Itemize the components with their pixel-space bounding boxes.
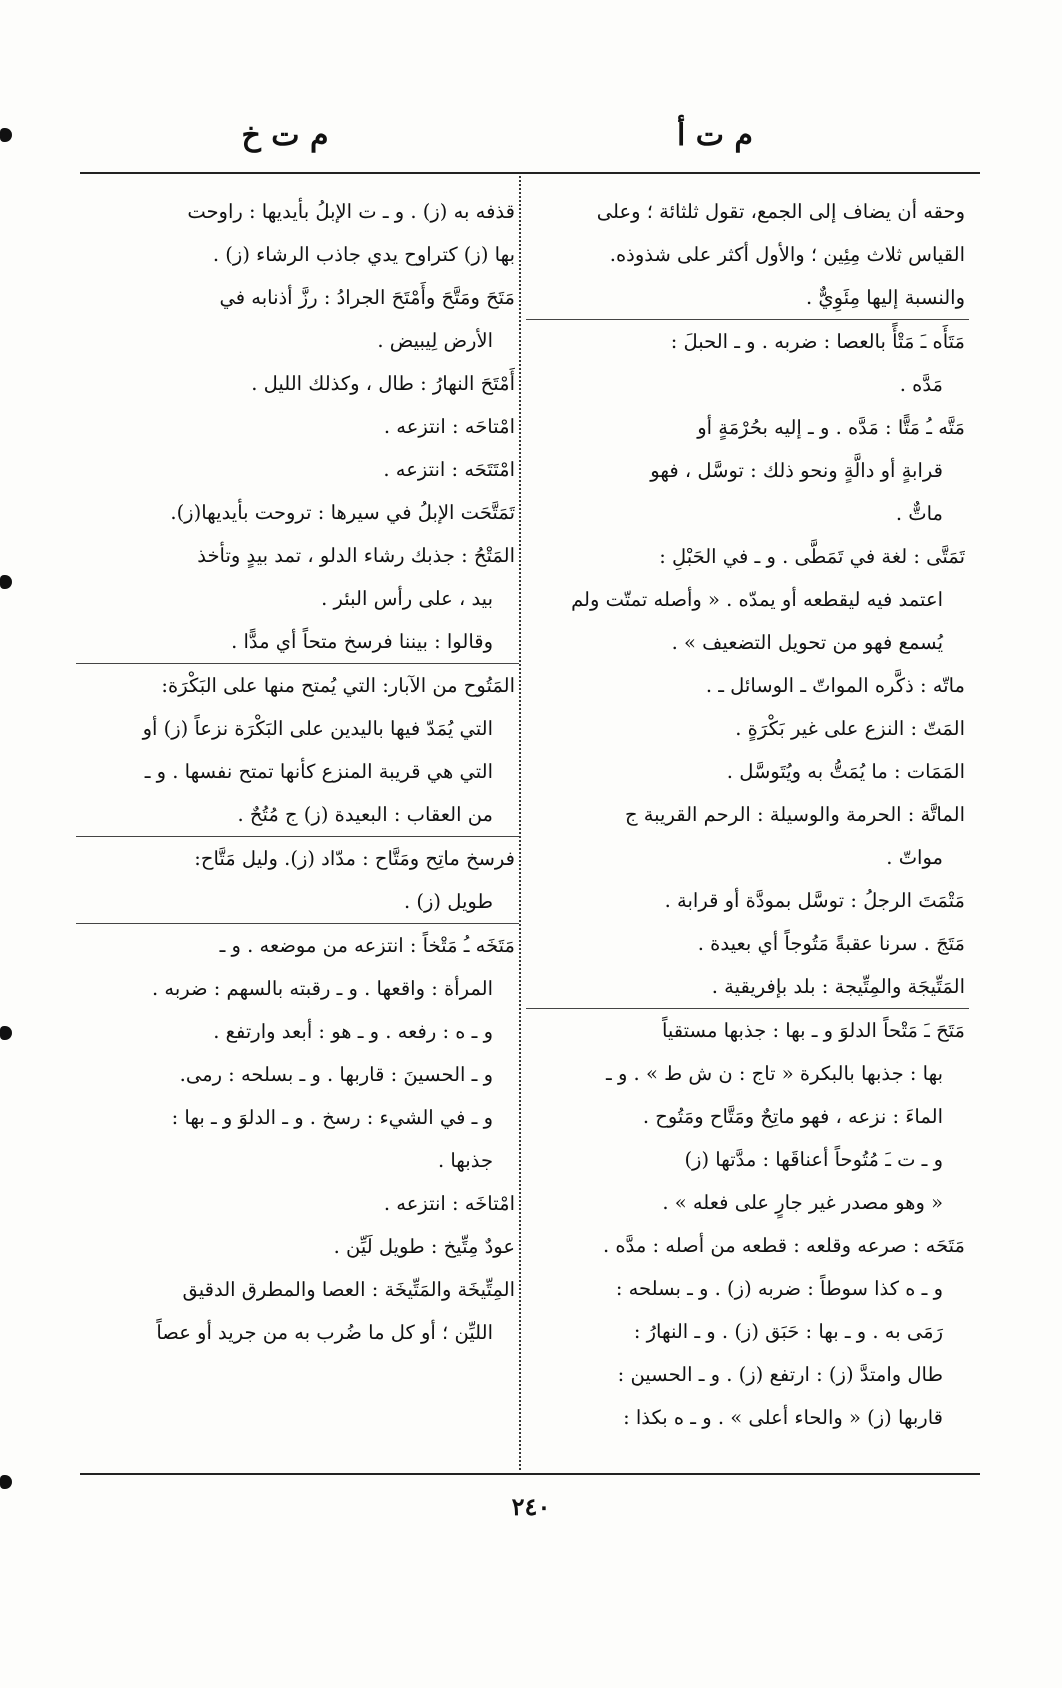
entry-headword-line: مَتَخَه ـُ مَتْخاً : انتزعه من موضعه . و ـ (219, 934, 515, 957)
entry-headword-line: المِتِّيخَة والمَتِّيخَة : العصا والمطرق الدقيق (182, 1278, 515, 1301)
entry-headword-line: المَمَات : ما يُمَتُّ به ويُتَوسَّل . (726, 760, 965, 783)
text-line: و ـ ت ـَ مُتُوحاً أعناقَها : مدَّتها (ز) (684, 1148, 943, 1171)
entry-headword-line: فرسخ ماتِح ومَتَّاح : مدّاد (ز). وليل مَتَّاح: (194, 847, 515, 870)
text-line: و ـ في الشيء : رسخ . و ـ الدلوَ و ـ بها : (171, 1106, 493, 1129)
text-line: قاربها (ز) « والحاء أعلى » . و ـ ه بكذا : (623, 1406, 943, 1429)
entry-headword-line: مَتَحَ ـَ مَتْحاً الدلوَ و ـ بها : جذبها مستقياً (661, 1019, 965, 1042)
text-line: يُسمع فهو من تحويل التضعيف » . (671, 631, 943, 654)
text-line: « وهو مصدر غير جارٍ على فعله » . (662, 1191, 943, 1214)
entry-headword-line: الماتَّة : الحرمة والوسيلة : الرحم القريبة ج (624, 803, 965, 826)
running-header-left: م ت خ (241, 118, 329, 153)
text-line: وقالوا : بيننا فرسخ متحاً أي مدًّا . (231, 630, 493, 653)
entry-headword-line: تَمَتَّى : لغة في تَمَطَّى . و ـ في الحَبْلِ : (659, 545, 965, 568)
entry-headword-line: امْتاحَه : انتزعه . (383, 415, 515, 438)
entry-headword-line: المَتِّيجَة والمِتِّيجة : بلد بإفريقية . (711, 975, 965, 998)
entry-headword-line: المَتّ : النزع على غير بَكْرَةٍ . (735, 717, 965, 740)
text-line: المرأة : واقعها . و ـ رقبته بالسهم : ضربه . (151, 977, 493, 1000)
entry-headword-line: امْتَتَحَه : انتزعه . (383, 458, 515, 481)
top-rule (80, 172, 980, 174)
text-line: التي هي قريبة المنزع كأنها تمتح نفسها . و ـ (144, 760, 493, 783)
text-line: بها : جذبها بالبكرة « تاج : ن ش ط » . و ـ (606, 1062, 943, 1085)
entry-headword-line: أَمْتَحَ النهارُ : طال ، وكذلك الليل . (251, 372, 515, 395)
margin-mark-icon (0, 1026, 12, 1040)
text-line: و ـ الحسينَ : قاربها . و ـ بسلحه : رمى. (179, 1063, 493, 1086)
entry-headword-line: تَمَتَّحَت الإبلُ في سيرها : تروحت بأيديها(ز). (170, 501, 515, 524)
entry-headword-line: ماتّه : ذكَّره المواتّ ـ الوسائل ـ . (705, 674, 965, 697)
entry-headword-line: مَتَحَه : صرعه وقلعه : قطعه من أصله : مدَّه . (603, 1234, 965, 1257)
margin-mark-icon (0, 575, 12, 589)
text-line: ماتٌّ . (895, 502, 943, 525)
text-line: رَمَى به . و ـ بها : حَبَق (ز) . و ـ النهارُ : (633, 1320, 943, 1343)
bottom-rule (80, 1473, 980, 1475)
text-line: التي يُمَدّ فيها باليدين على البَكْرَة نزعاً (ز) أو (142, 717, 493, 740)
text-line: مَدَّه . (899, 373, 943, 396)
margin-mark-icon (0, 1475, 12, 1489)
text-line: مواتّ . (886, 846, 943, 869)
column-divider (519, 176, 521, 1470)
left-column (80, 190, 515, 1354)
text-line: وحقه أن يضاف إلى الجمع، تقول ثلثائة ؛ وعلى (596, 200, 965, 223)
right-column (530, 190, 965, 1439)
running-header-right: م ت أ (676, 118, 754, 153)
text-line: الماءَ : نزعه ، فهو ماتِحٌ ومَتَّاح ومَتُوح . (642, 1105, 943, 1128)
entry-headword-line: امْتاخَه : انتزعه . (383, 1192, 515, 1215)
entry-headword-line: مَتَحَ ومَتَّحَ وأَمْتَحَ الجرادُ : رزَّ أذنابه في (219, 286, 515, 309)
entry-headword-line: مَتْمَتَ الرجلُ : توسَّل بمودَّة أو قرابة . (664, 889, 965, 912)
entry-headword-line: المَتُوح من الآبار: التي يُمتح منها على البَكْرَة: (161, 674, 515, 697)
text-line: من العقاب : البعيدة (ز) ج مُتُحٌ . (237, 803, 493, 826)
text-line: طويل (ز) . (403, 890, 493, 913)
text-line: جذبها . (437, 1149, 493, 1172)
text-line: القياس ثلاث مِئِين ؛ والأول أكثر على شذوذه. (609, 243, 965, 266)
text-line: و ـ ه : رفعه . و ـ هو : أبعد وارتفع . (213, 1020, 493, 1043)
page-number: ٢٤٠ (511, 1492, 551, 1521)
margin-mark-icon (0, 128, 12, 142)
entry-headword-line: مَتَّه ـُ مَتًّا : مَدَّه . و ـ إليه بحُرْمَةٍ أو (697, 416, 965, 439)
entry-headword-line: عودٌ مِتِّيخ : طويل لَيِّن . (333, 1235, 515, 1258)
text-line: طال وامتدَّ (ز) : ارتفع (ز) . و ـ الحسين : (617, 1363, 943, 1386)
text-line: بها (ز) كتراوح يدي جاذب الرشاء (ز) . (212, 243, 515, 266)
entry-headword-line: مَتَجَ . سرنا عقبةً مَتُوجاً أي بعيدة . (697, 932, 965, 955)
text-line: قرابةٍ أو دالَّةٍ ونحو ذلك : توسَّل ، فهو (650, 459, 943, 482)
text-line: الليِّن ؛ أو كل ما ضُرب به من جريد أو عصاً (156, 1321, 493, 1344)
text-line: و ـ ه كذا سوطاً : ضربه (ز) . و ـ بسلحه : (615, 1277, 943, 1300)
text-line: بيد ، على رأس البئر . (321, 587, 493, 610)
text-line: قذفه به (ز) . و ـ ت الإبلُ بأيديها : راوحت (187, 200, 515, 223)
text-line: اعتمد فيه ليقطعه أو يمدّه . « وأصله تمتّت ولم (571, 588, 943, 611)
text-line: الأرض لِيبيض . (377, 329, 493, 352)
entry-headword-line: المَتْحُ : جذبك رشاء الدلو ، تمد بيدٍ وتأخذ (197, 544, 515, 567)
text-line: والنسبة إليها مِئَوِيٌّ . (805, 286, 965, 309)
entry-headword-line: مَتَأَه ـَ مَتْأً بالعصا : ضربه . و ـ الحبلَ : (670, 330, 965, 353)
